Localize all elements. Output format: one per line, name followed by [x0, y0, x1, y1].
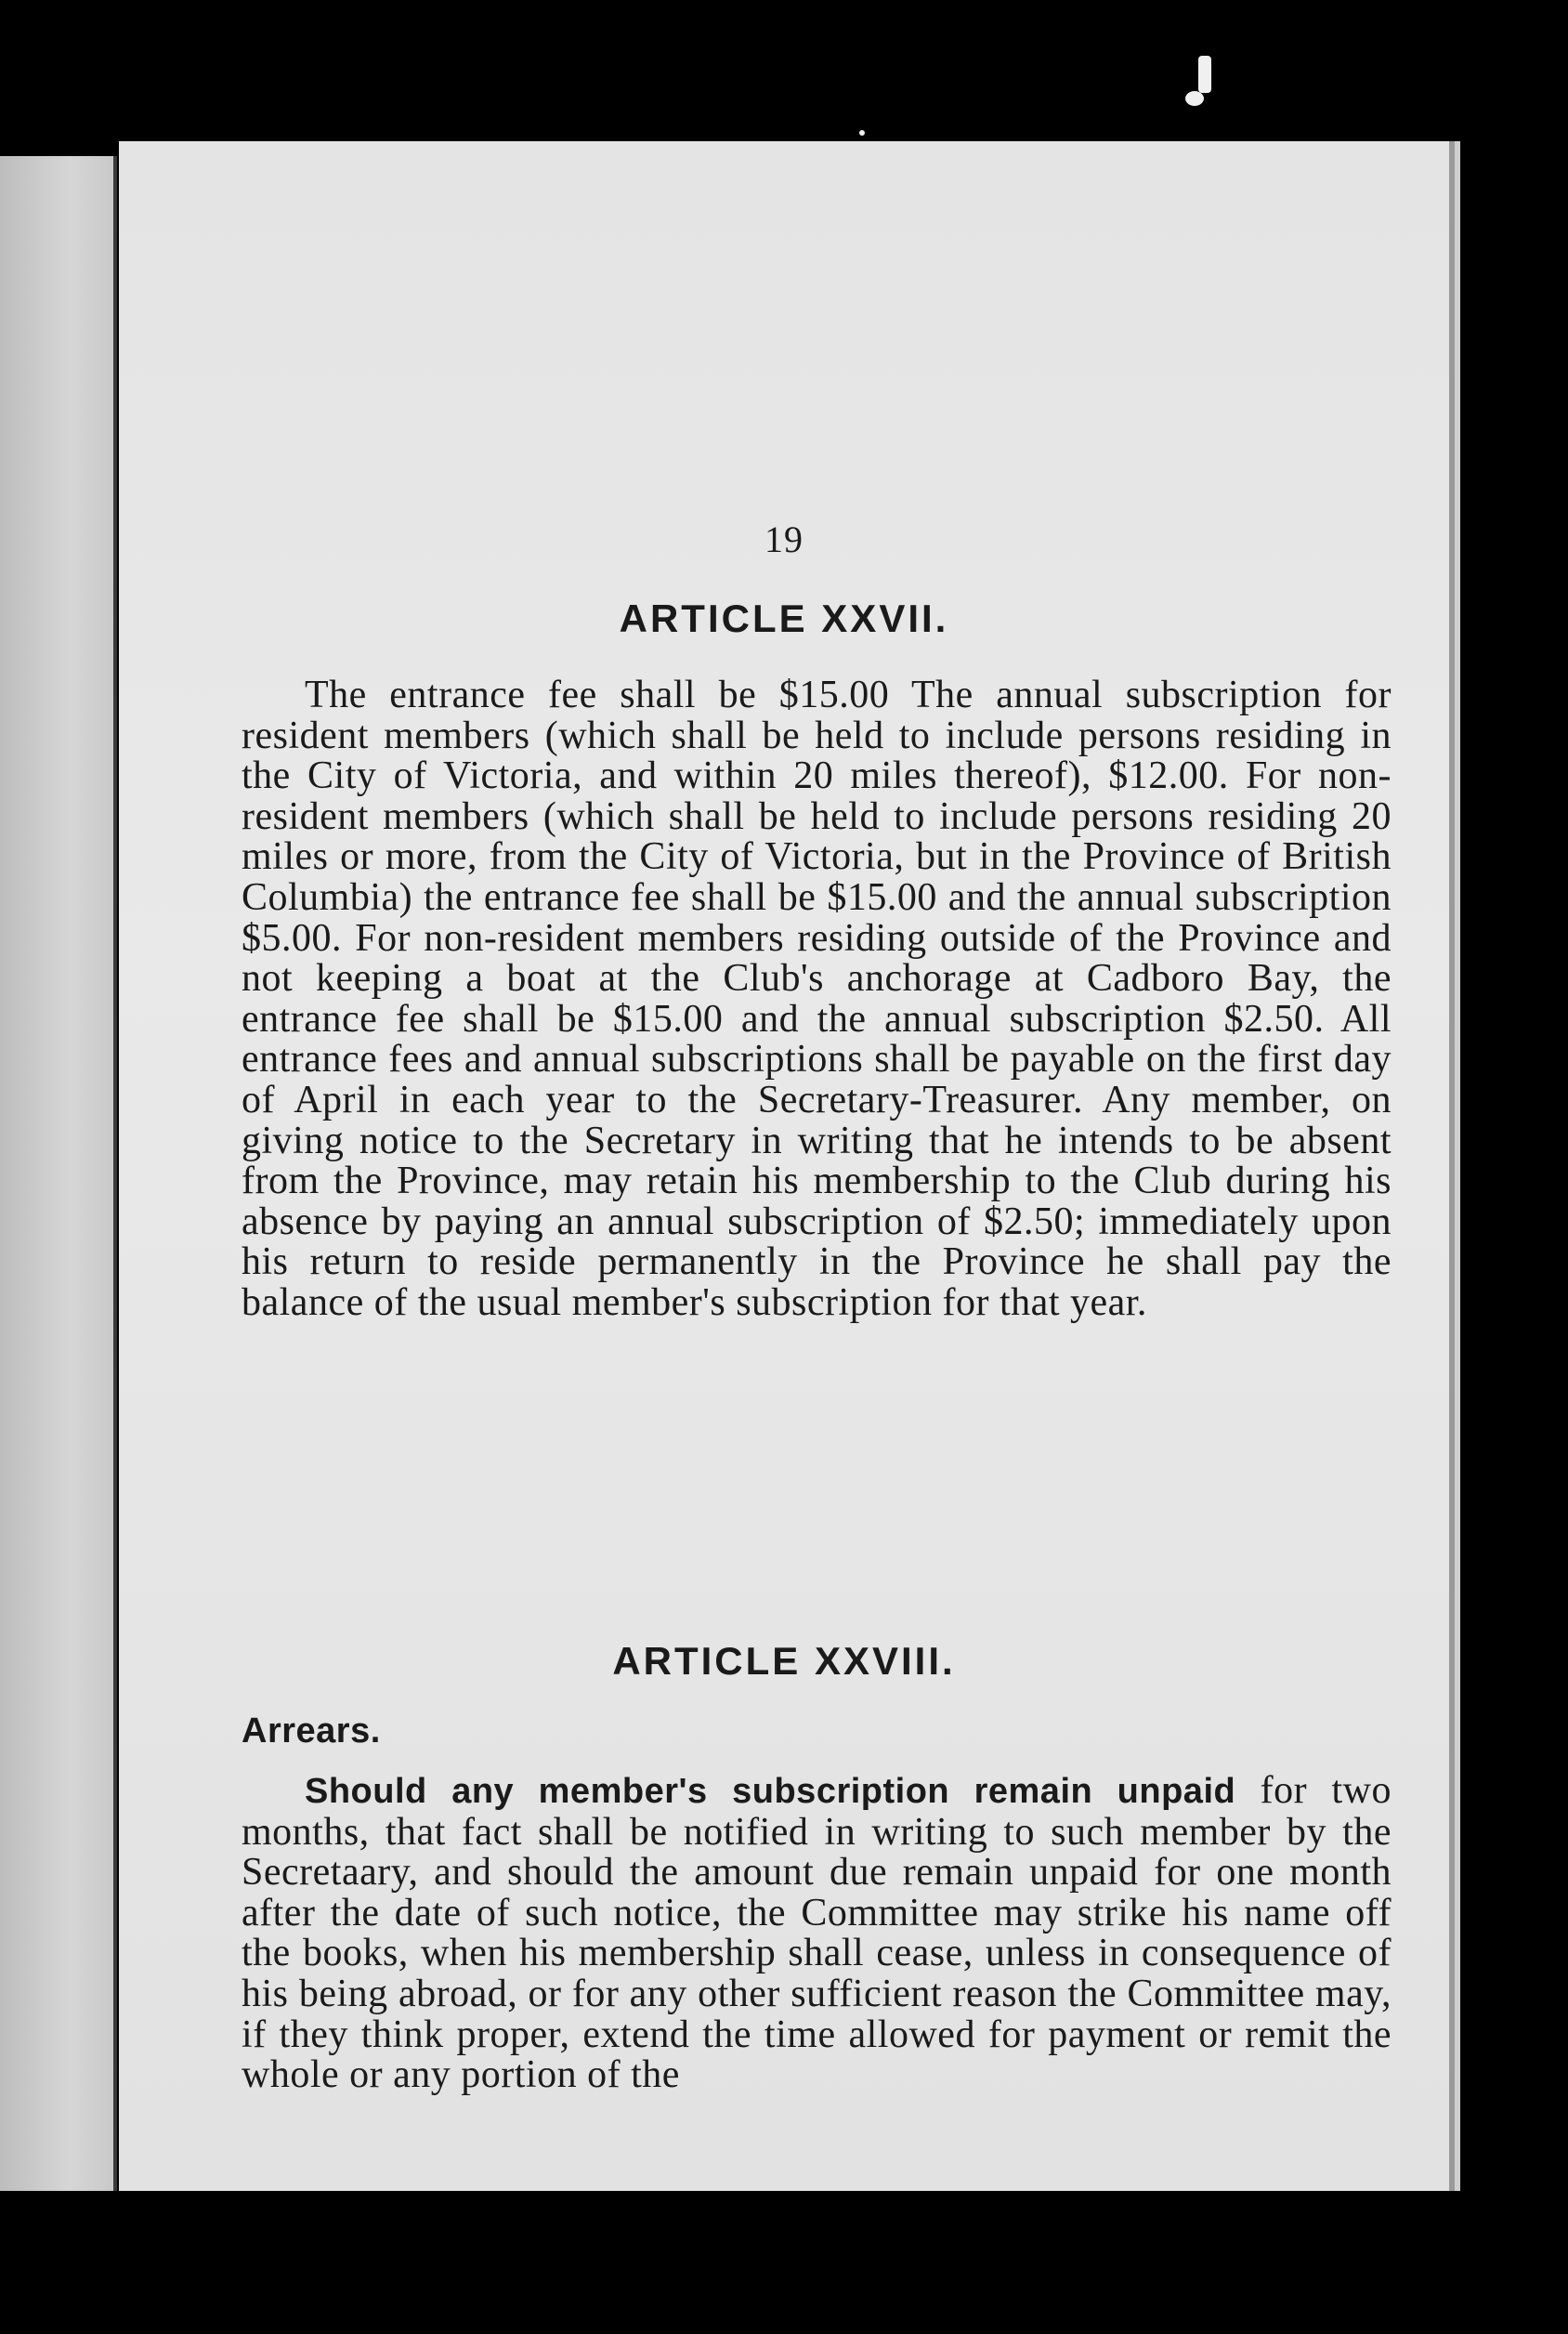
document-page	[119, 141, 1449, 2191]
article-27-paragraph: The entrance fee shall be $15.00 The annual subscription for resident members (which shall be held to include persons residing in the City of Victoria, and within 20 miles thereof), $12.00. For non-resident members (which shall be held to include persons residing 20 miles or more, from the City of Victoria, but in the Province of British Columbia) the entrance fee shall be $15.00 and the annual subscription $5.00. For non-resident members residing outside of the Province and not keeping a boat at the Club's anchorage at Cadboro Bay, the entrance fee shall be $15.00 and the annual subscription $2.50. All entrance fees and annual subscriptions shall be payable on the first day of April in each year to the Secretary-Treasurer. Any member, on giving notice to the Secretary in writing that he intends to be absent from the Province, may retain his membership to the Club during his absence by paying an annual subscription of $2.50; immediately upon his return to reside permanently in the Province he shall pay the balance of the usual member's subscription for that year.	[242, 674, 1392, 1324]
article-28-heading: ARTICLE XXVIII.	[612, 1639, 956, 1683]
facing-page-edge	[0, 156, 117, 2191]
article-28-paragraph	[242, 1771, 1392, 2096]
dust-speck	[1198, 56, 1211, 93]
arrears-subheading: Arrears.	[242, 1711, 381, 1750]
page-number: 19	[764, 518, 804, 560]
book-spine	[113, 156, 117, 2191]
article-27-heading: ARTICLE XXVII.	[619, 597, 949, 640]
dust-speck	[859, 130, 865, 136]
dust-speck	[1185, 91, 1204, 106]
article-28-lead-in: Should any member's subscription remain unpaid	[305, 1772, 1236, 1811]
article-28-body: for two months, that fact shall be notified in writing to such member by the Secretaary, and should the amount due remain unpaid for one month after the date of such notice, the Committee may strike his name off the books, when his membership shall cease, unless in consequence of his being abroad, or for any other sufficient reason the Committee may, if they think proper, extend the time allowed for payment or remit the whole or any portion of the	[242, 1769, 1392, 2097]
